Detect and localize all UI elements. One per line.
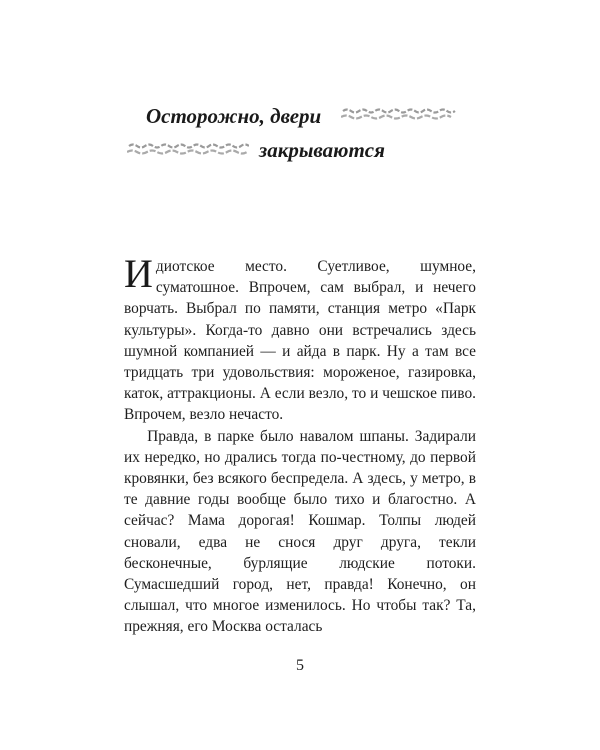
- paragraph-1-text: диотское место. Суетливое, шумное, суматошное. Впрочем, сам выбрал, и нечего ворчать. Выбрал по памяти, станция метро «Парк культуры». Когда-то давно они встречались здесь шумной компанией — и айда в парк. Ну а там все тридцать три удовольствия: мороженое, газировка, каток, аттракционы. А если везло, то и чешское пиво. Впрочем, везло нечасто.: [124, 258, 476, 424]
- paragraph-2: Правда, в парке было навалом шпаны. Задирали их нередко, но дрались тогда по-честному, до первой кровянки, без всякого беспредела. А здесь, у метро, в те давние годы вообще было тихо и благостно. А сейчас? Мама дорогая! Кошмар. Толпы людей сновали, едва не снося друг друга, текли бесконечные, бурлящие людские потоки. Сумасшедший город, нет, правда! Конечно, он слышал, что многое изменилось. Но чтобы так? Та, прежняя, его Москва осталась: [124, 427, 476, 636]
- chapter-title-line-1: Осторожно, двери: [146, 104, 322, 128]
- paragraph-1: [124, 251, 476, 426]
- page-number: 5: [296, 657, 304, 674]
- body-text: [124, 251, 476, 638]
- decorative-wavy-line-icon: [127, 141, 249, 157]
- drop-cap: И: [124, 251, 153, 296]
- decorative-wavy-line-icon: [341, 106, 457, 122]
- chapter-title-line-2: закрываются: [259, 138, 385, 162]
